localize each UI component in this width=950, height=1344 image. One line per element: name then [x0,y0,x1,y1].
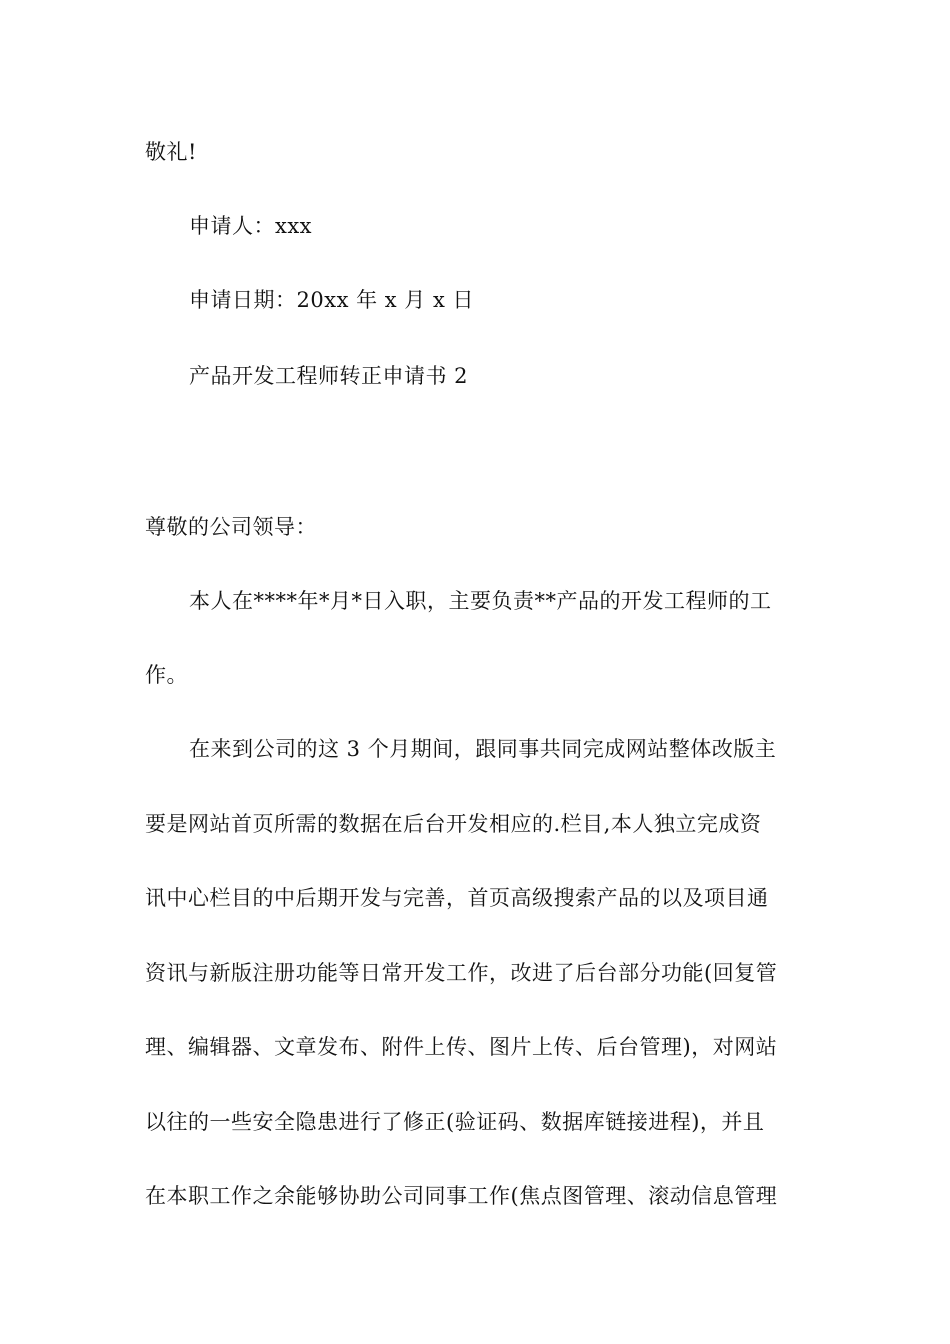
closing-line: 敬礼! [145,140,197,164]
paragraph-line: 理、编辑器、文章发布、附件上传、图片上传、后台管理)，对网站 [145,1035,778,1059]
paragraph-line: 讯中心栏目的中后期开发与完善，首页高级搜索产品的以及项目通 [145,886,769,910]
paragraph-line: 在来到公司的这 3 个月期间，跟同事共同完成网站整体改版主 [189,737,777,761]
salutation-line: 尊敬的公司领导： [145,515,317,539]
paragraph-line: 作。 [145,663,188,687]
document-title-line: 产品开发工程师转正申请书 2 [189,364,469,388]
paragraph-line: 要是网站首页所需的数据在后台开发相应的.栏目,本人独立完成资 [145,812,762,836]
paragraph-line: 资讯与新版注册功能等日常开发工作，改进了后台部分功能(回复管 [145,961,778,985]
paragraph-line: 以往的一些安全隐患进行了修正(验证码、数据库链接进程)，并且 [145,1110,765,1134]
application-date-line: 申请日期：20xx 年 x 月 x 日 [189,288,474,312]
paragraph-line: 本人在****年*月*日入职，主要负责**产品的开发工程师的工 [189,589,772,613]
paragraph-line: 在本职工作之余能够协助公司同事工作(焦点图管理、滚动信息管理 [145,1184,778,1208]
applicant-line: 申请人：xxx [189,214,313,238]
